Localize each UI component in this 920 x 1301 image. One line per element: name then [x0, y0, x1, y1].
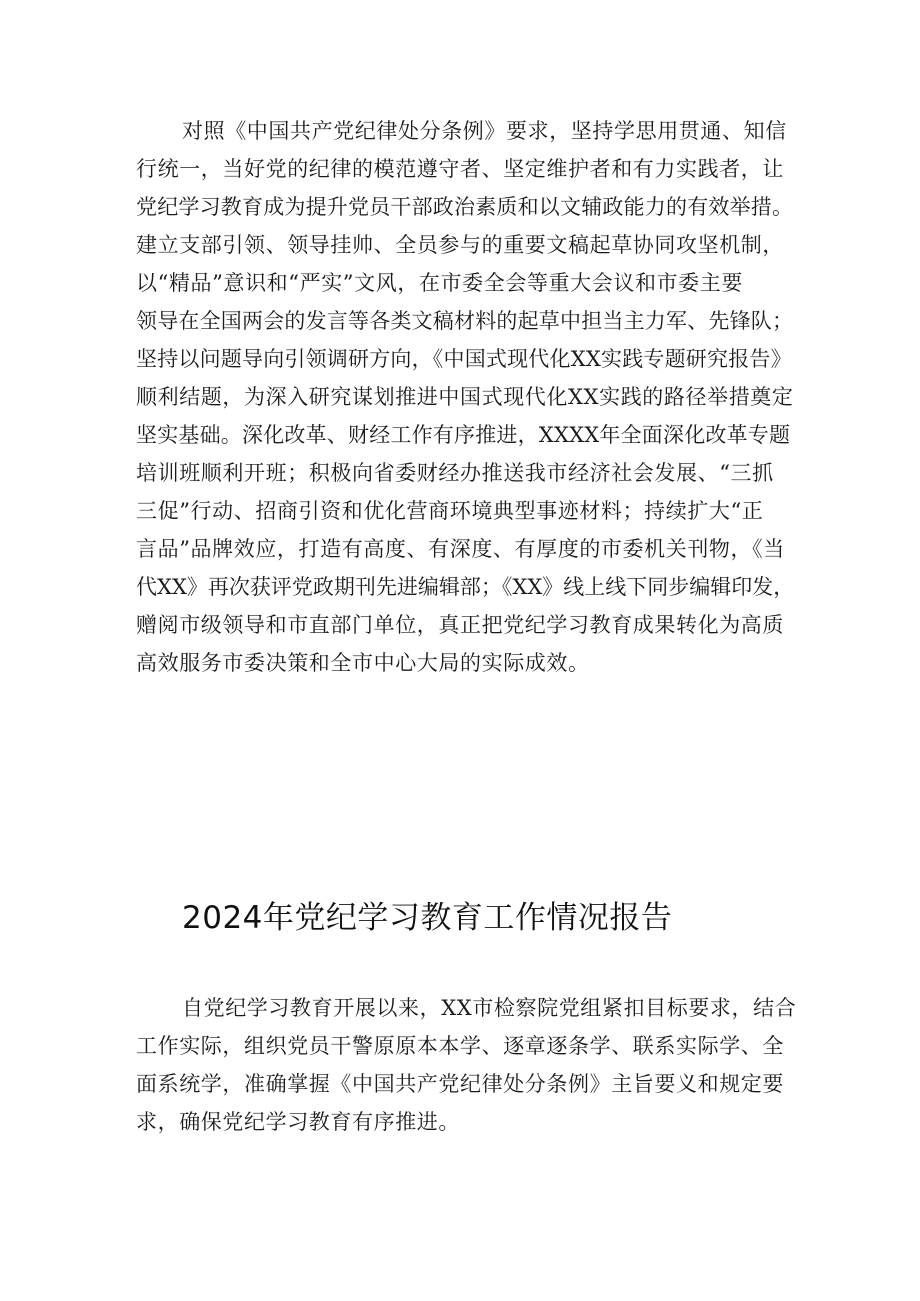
text-line: 赠阅市级领导和市直部门单位，真正把党纪学习教育成果转化为高质: [136, 613, 784, 637]
text-line: 代XX》再次获评党政期刊先进编辑部；《XX》线上线下同步编辑印发，: [136, 575, 795, 599]
text-line: 三促”行动、招商引资和优化营商环境典型事迹材料；持续扩大“正: [136, 499, 764, 523]
text-line: 坚实基础。深化改革、财经工作有序推进，XXXX年全面深化改革专题: [136, 423, 791, 447]
text-line: 党纪学习教育成为提升党员干部政治素质和以文辅政能力的有效举措。: [136, 195, 794, 219]
text-line: 面系统学，准确掌握《中国共产党纪律处分条例》主旨要义和规定要: [136, 1072, 784, 1096]
body-paragraph-2: [136, 989, 796, 1141]
text-line: 言品”品牌效应，打造有高度、有深度、有厚度的市委机关刊物，《当: [136, 537, 785, 561]
text-line: 行统一，当好党的纪律的模范遵守者、坚定维护者和有力实践者，让: [136, 157, 784, 181]
text-line: 领导在全国两会的发言等各类文稿材料的起草中担当主力军、先锋队；: [136, 309, 794, 333]
text-line: 高效服务市委决策和全市中心大局的实际成效。: [136, 651, 590, 675]
text-line: 建立支部引领、领导挂帅、全员参与的重要文稿起草协同攻坚机制，: [136, 233, 784, 257]
text-line: 对照《中国共产党纪律处分条例》要求，坚持学思用贯通、知信: [182, 119, 787, 143]
report-title: 2024年党纪学习教育工作情况报告: [182, 900, 673, 936]
text-line: 顺利结题，为深入研究谋划推进中国式现代化XX实践的路径举措奠定: [136, 385, 794, 409]
text-line: 培训班顺利开班；积极向省委财经办推送我市经济社会发展、“三抓: [136, 461, 774, 485]
text-line: 以“精品”意识和“严实”文风，在市委全会等重大会议和市委主要: [136, 271, 743, 295]
text-line: 求，确保党纪学习教育有序推进。: [136, 1110, 460, 1134]
body-paragraph-1: [136, 112, 796, 682]
text-line: 工作实际，组织党员干警原原本本学、逐章逐条学、联系实际学、全: [136, 1034, 784, 1058]
text-line: 坚持以问题导向引领调研方向，《中国式现代化XX实践专题研究报告》: [136, 347, 792, 371]
text-line: 自党纪学习教育开展以来，XX市检察院党组紧扣目标要求，结合: [182, 996, 797, 1020]
